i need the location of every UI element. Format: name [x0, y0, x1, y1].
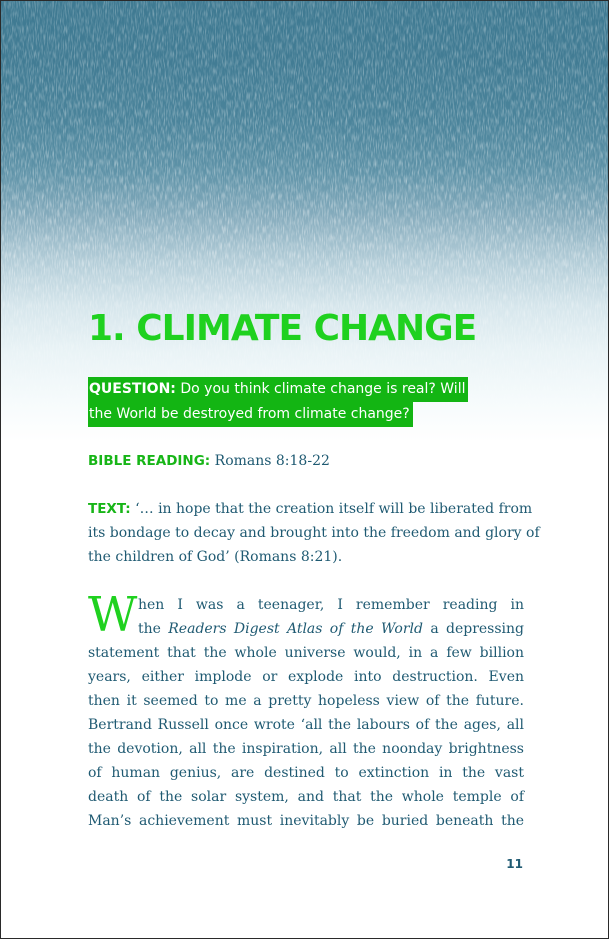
body-paragraph — [88, 587, 524, 833]
bible-reading-reference: Romans 8:18-22 — [214, 453, 330, 469]
body-line: death of the solar system, and that the whole temple of — [88, 789, 524, 805]
question-box — [88, 377, 488, 427]
scripture-text — [88, 497, 540, 569]
body-line: Bertrand Russell once wrote ‘all the labours of the ages, all — [88, 717, 524, 733]
bible-reading-label: BIBLE READING: — [88, 453, 211, 469]
scripture-line: the children of God’ (Romans 8:21). — [88, 549, 343, 565]
body-line: statement that the whole universe would, in a few billion — [88, 645, 524, 661]
body-line: Man’s achievement must inevitably be buried beneath the — [88, 813, 524, 829]
body-line: then it seemed to me a pretty hopeless view of the future. — [88, 693, 524, 709]
question-label: QUESTION: — [89, 381, 176, 397]
texture-overlay — [1, 1, 608, 441]
question-line-1 — [88, 377, 468, 402]
question-text-1: Do you think climate change is real? Will — [180, 381, 466, 397]
text-label: TEXT: — [88, 501, 131, 517]
body-line: the devotion, all the inspiration, all the noonday brightness — [88, 741, 524, 757]
scripture-line: its bondage to decay and brought into the freedom and glory of — [88, 525, 540, 541]
question-line-2: the World be destroyed from climate change? — [88, 402, 413, 427]
body-line: of human genius, are destined to extinction in the vast — [88, 765, 524, 781]
book-title-italic: Readers Digest Atlas of the World — [168, 621, 423, 637]
body-line: the Readers Digest Atlas of the World a depressing — [138, 621, 524, 637]
chapter-title: 1. CLIMATE CHANGE — [88, 308, 477, 349]
body-line: years, either implode or explode into destruction. Even — [88, 669, 524, 685]
scripture-line: TEXT: ‘… in hope that the creation itself will be liberated from — [88, 501, 533, 517]
bible-reading — [88, 449, 528, 473]
page-number: 11 — [506, 857, 523, 871]
drop-cap: W — [88, 587, 138, 643]
body-line: hen I was a teenager, I remember reading in — [138, 597, 524, 613]
grunge-header-texture — [1, 1, 608, 441]
